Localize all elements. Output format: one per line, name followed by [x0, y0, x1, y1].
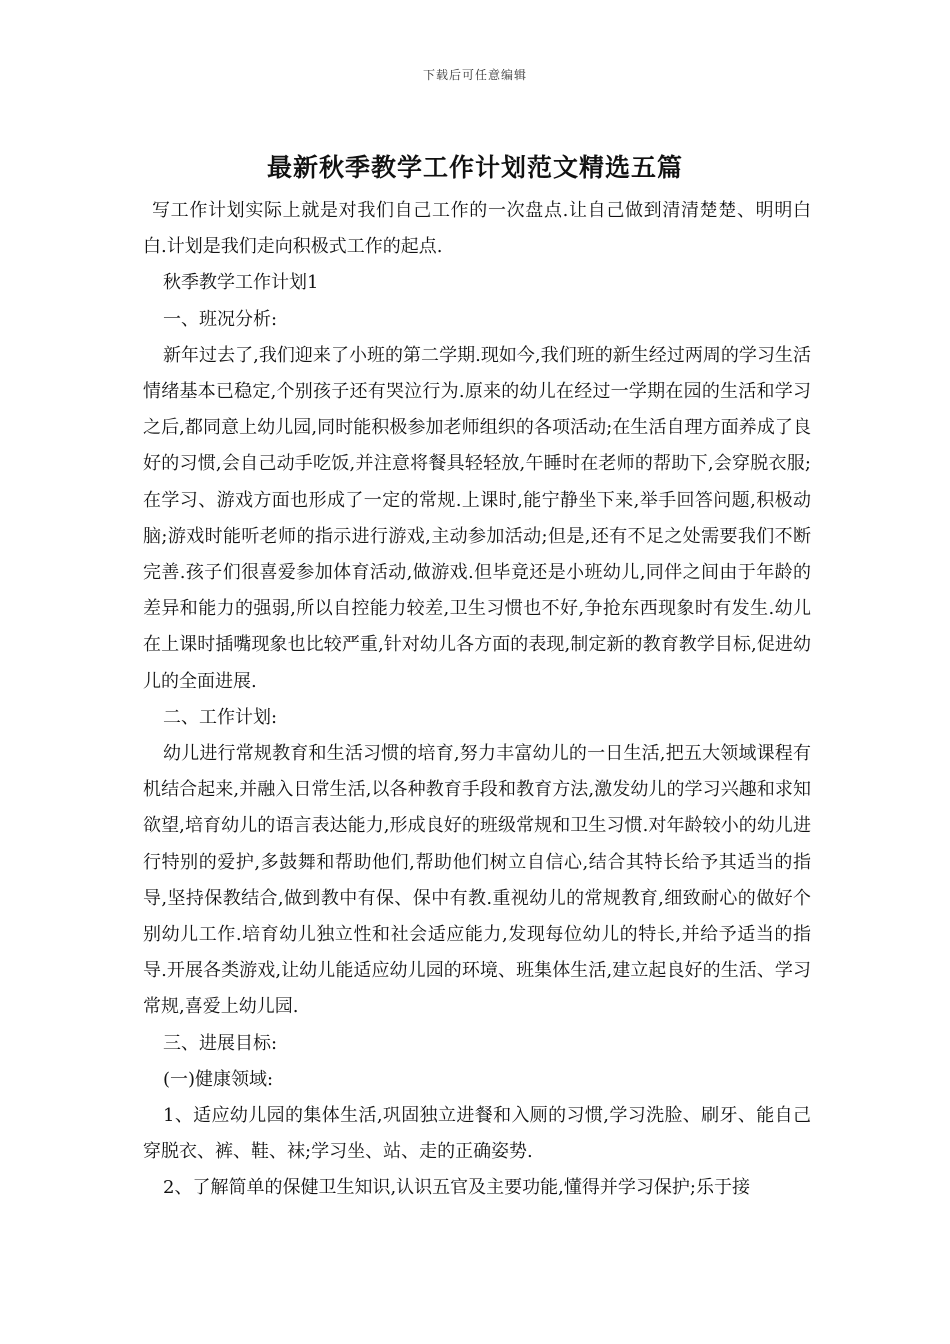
list-item-health-2: 2、了解简单的保健卫生知识,认识五官及主要功能,懂得并学习保护;乐于接	[163, 1177, 750, 1199]
section-heading-work-plan: 二、工作计划:	[163, 706, 278, 728]
section-heading-class-analysis: 一、班况分析:	[163, 308, 278, 330]
document-body	[143, 193, 811, 1207]
plan-heading: 秋季教学工作计划1	[163, 272, 319, 294]
body-paragraph-work-plan: 幼儿进行常规教育和生活习惯的培育,努力丰富幼儿的一日生活,把五大领域课程有机结合起来,并融入日常生活,以各种教育手段和教育方法,激发幼儿的学习兴趣和求知欲望,培育幼儿的语言表达能力,形成良好的班级常规和卫生习惯.对年龄较小的幼儿进行特别的爱护,多鼓舞和帮助他们,帮助他们树立自信心,结合其特长给予其适当的指导,坚持保教结合,做到教中有保、保中有教.重视幼儿的常规教育,细致耐心的做好个别幼儿工作.培育幼儿独立性和社会适应能力,发现每位幼儿的特长,并给予适当的指导.开展各类游戏,让幼儿能适应幼儿园的环境、班集体生活,建立起良好的生活、学习常规,喜爱上幼儿园.	[143, 743, 811, 1018]
list-item-health-1: 1、适应幼儿园的集体生活,巩固独立进餐和入厕的习惯,学习洗脸、刷牙、能自己穿脱衣、裤、鞋、袜;学习坐、站、走的正确姿势.	[143, 1105, 811, 1163]
page-header-note: 下载后可任意编辑	[422, 68, 527, 82]
intro-paragraph: 写工作计划实际上就是对我们自己工作的一次盘点.让自己做到清清楚楚、明明白白.计划是我们走向积极式工作的起点.	[143, 200, 811, 258]
body-paragraph-class-analysis: 新年过去了,我们迎来了小班的第二学期.现如今,我们班的新生经过两周的学习生活情绪基本已稳定,个别孩子还有哭泣行为.原来的幼儿在经过一学期在园的生活和学习之后,都同意上幼儿园,同时能积极参加老师组织的各项活动;在生活自理方面养成了良好的习惯,会自己动手吃饭,并注意将餐具轻轻放,午睡时在老师的帮助下,会穿脱衣服;在学习、游戏方面也形成了一定的常规.上课时,能宁静坐下来,举手回答问题,积极动脑;游戏时能听老师的指示进行游戏,主动参加活动;但是,还有不足之处需要我们不断完善.孩子们很喜爱参加体育活动,做游戏.但毕竟还是小班幼儿,同伴之间由于年龄的差异和能力的强弱,所以自控能力较差,卫生习惯也不好,争抢东西现象时有发生.幼儿在上课时插嘴现象也比较严重,针对幼儿各方面的表现,制定新的教育教学目标,促进幼儿的全面进展.	[143, 344, 811, 692]
document-title: 最新秋季教学工作计划范文精选五篇	[266, 153, 683, 182]
subheading-health-domain: (一)健康领域:	[163, 1068, 274, 1090]
section-heading-goals: 三、进展目标:	[163, 1032, 278, 1054]
